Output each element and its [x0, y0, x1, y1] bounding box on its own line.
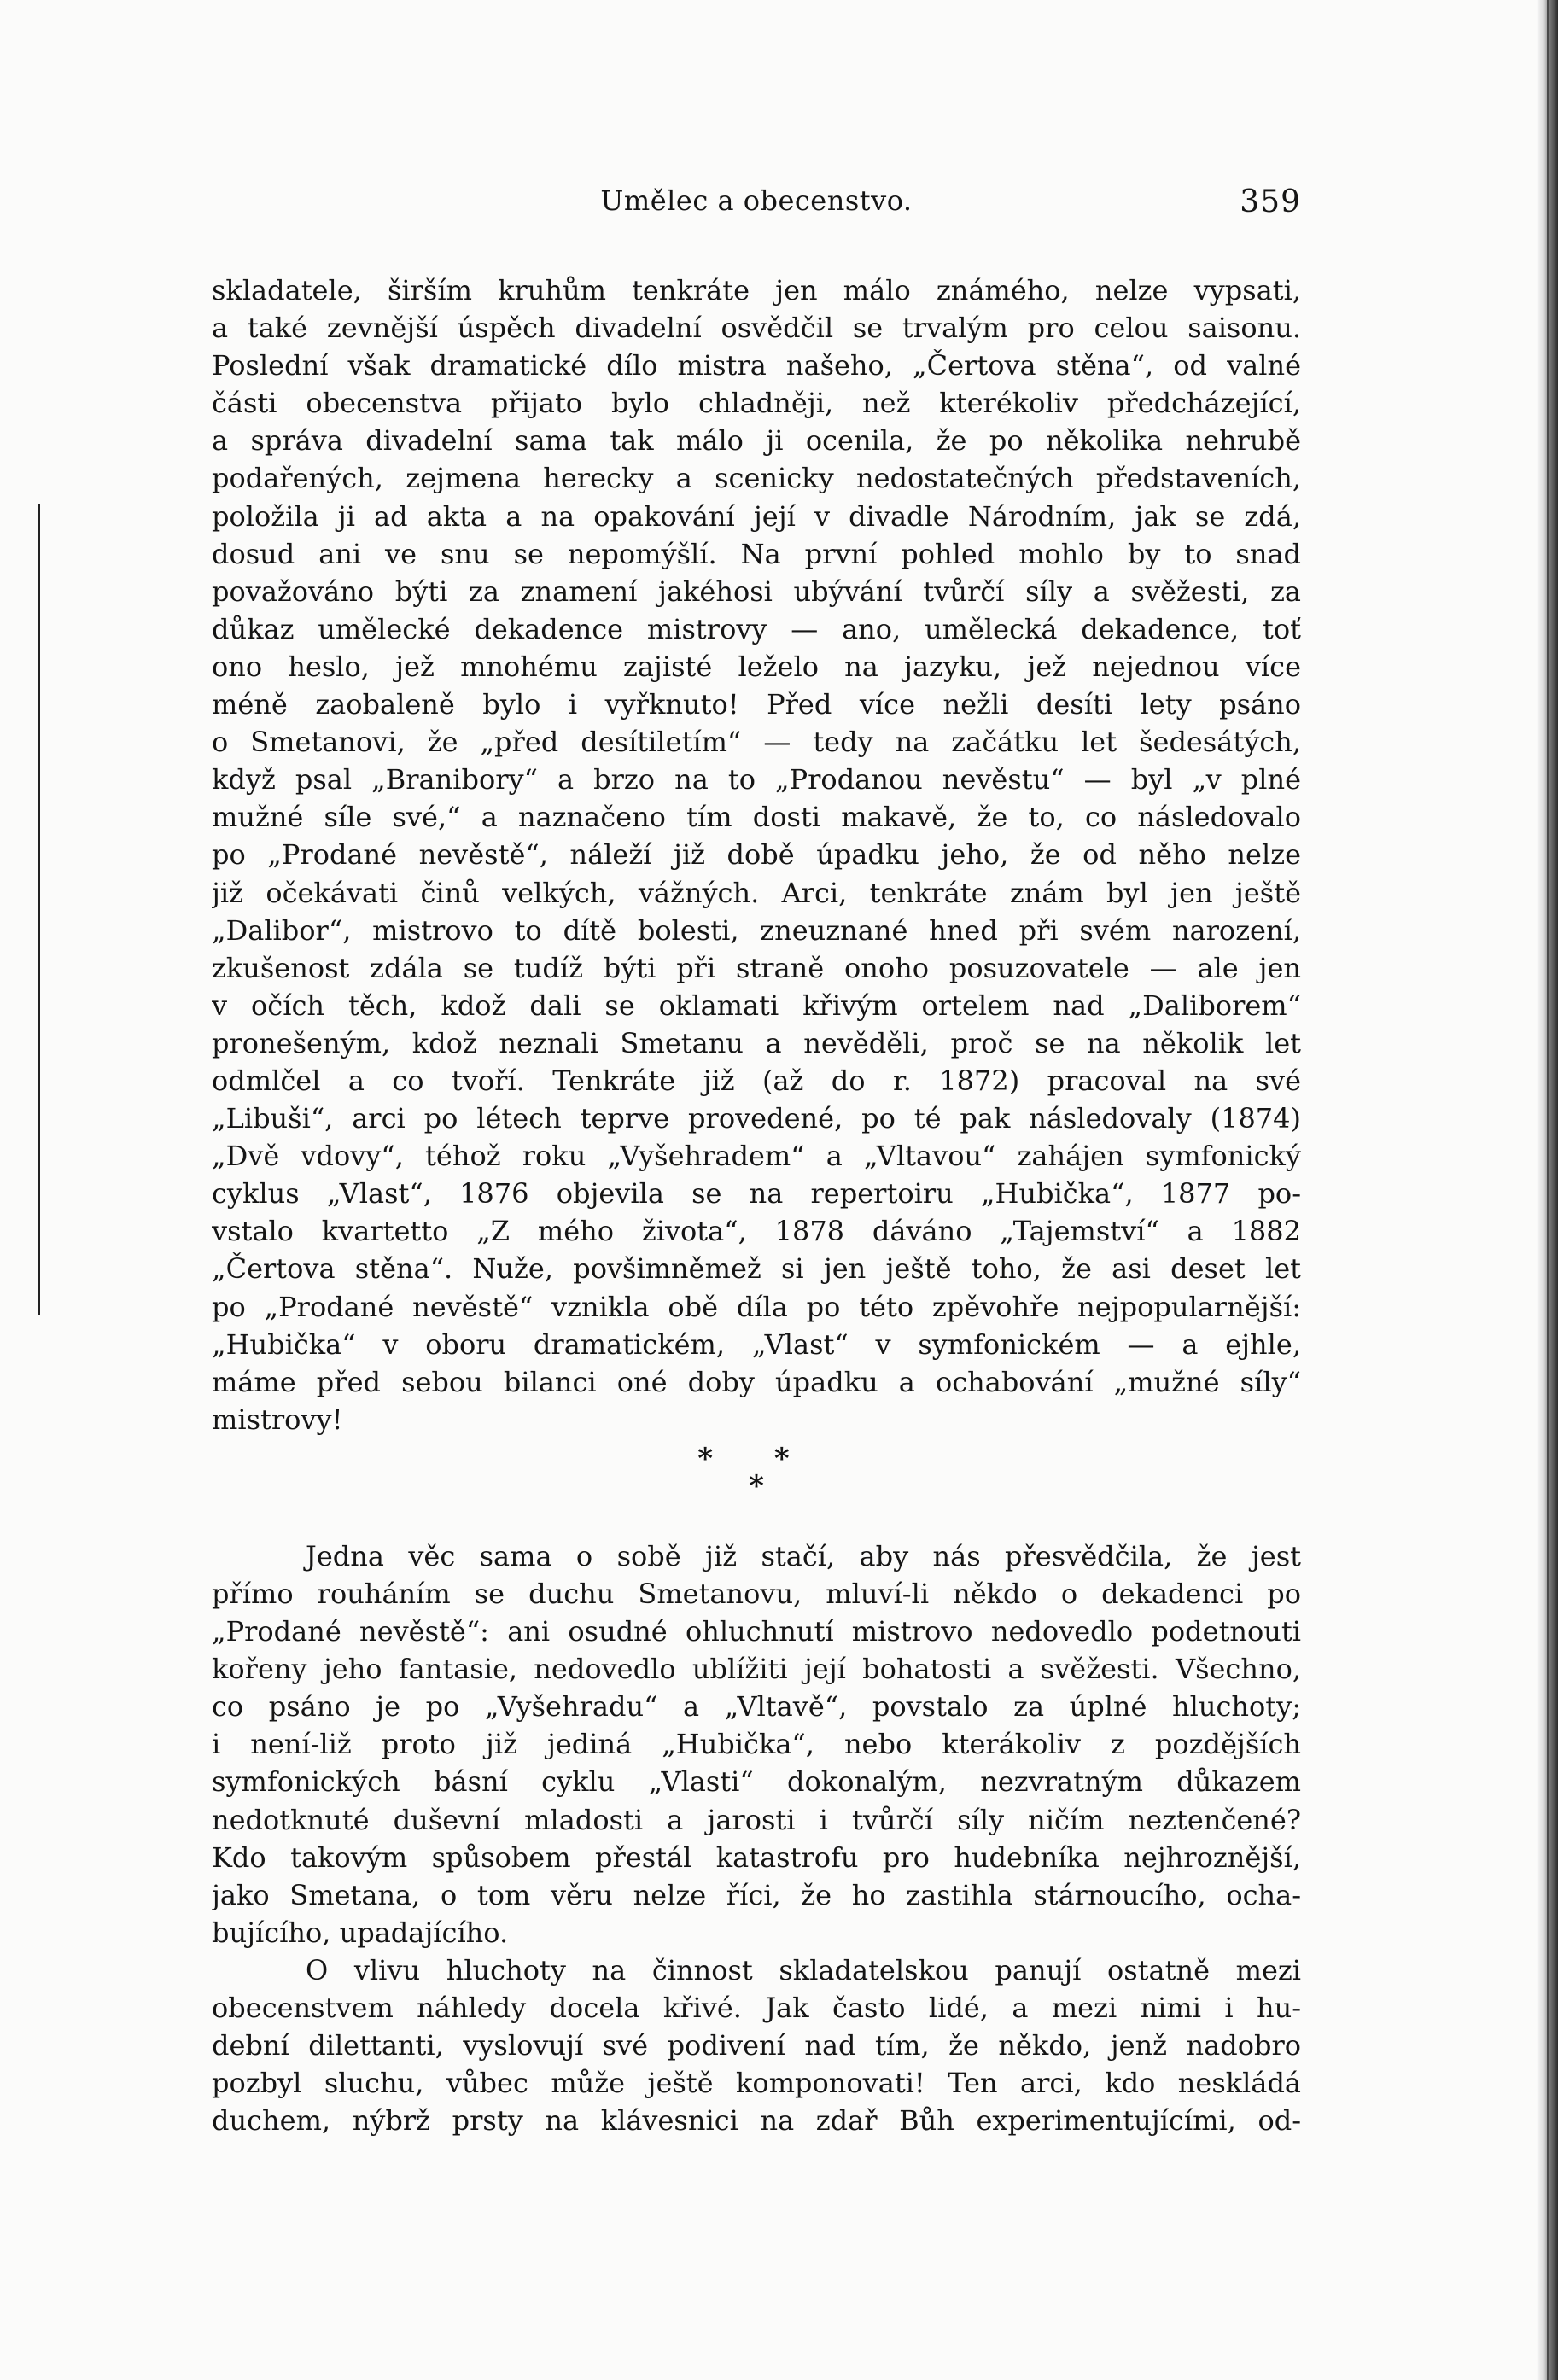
text-line: skladatele, širším kruhům tenkráte jen málo známého, nelze vypsati,: [212, 274, 1301, 306]
text-line: „Libuši“, arci po létech teprve provedené, po té pak následovaly (1874): [212, 1102, 1301, 1135]
text-line: co psáno je po „Vyšehradu“ a „Vltavě“, povstalo za úplné hluchoty;: [212, 1690, 1301, 1724]
text-line: „Dvě vdovy“, téhož roku „Vyšehradem“ a „Vltavou“ zahájen symfonický: [212, 1140, 1301, 1173]
running-title: Umělec a obecenstvo.: [600, 184, 913, 217]
text-line: kořeny jeho fantasie, nedovedlo ublížiti její bohatosti a svěžesti. Všechno,: [212, 1653, 1301, 1686]
text-line: „Čertova stěna“. Nuže, povšimněmež si jen ještě toho, že asi deset let: [212, 1252, 1301, 1286]
text-line: i není-liž proto již jediná „Hubička“, nebo kterákoliv z pozdějších: [212, 1728, 1301, 1761]
text-line: O vlivu hluchoty na činnost skladatelskou panují ostatně mezi: [306, 1953, 1301, 1986]
text-line: méně zaobaleně bylo i vyřknuto! Před více nežli desíti lety psáno: [212, 688, 1301, 721]
text-line: považováno býti za znamení jakéhosi ubývání tvůrčí síly a svěžesti, za: [212, 575, 1301, 608]
text-line: symfonických básní cyklu „Vlasti“ dokonalým, nezvratným důkazem: [212, 1765, 1301, 1799]
scan-edge-right-line: [1547, 0, 1549, 2380]
asterism-top: * *: [697, 1441, 815, 1476]
text-line: „Prodané nevěstě“: ani osudné ohluchnutí mistrovo nedovedlo podetnouti: [212, 1615, 1301, 1648]
text-line: Poslední však dramatické dílo mistra našeho, „Čertova stěna“, od valné: [212, 349, 1301, 382]
text-line: pozbyl sluchu, vůbec může ještě komponovati! Ten arci, kdo neskládá: [212, 2067, 1301, 2100]
text-line: zkušenost zdála se tudíž býti při straně onoho posuzovatele — ale jen: [212, 951, 1301, 984]
text-line: mužné síle své,“ a naznačeno tím dosti makavě, že to, co následovalo: [212, 801, 1301, 834]
text-line: přímo rouháním se duchu Smetanovu, mluví-li někdo o dekadenci po: [212, 1578, 1301, 1610]
text-line: „Hubička“ v oboru dramatickém, „Vlast“ v symfonickém — a ejhle,: [212, 1327, 1301, 1361]
text-line: ono heslo, jež mnohému zajisté leželo na jazyku, jež nejednou více: [212, 650, 1301, 683]
text-line: důkaz umělecké dekadence mistrovy — ano, umělecká dekadence, toť: [212, 612, 1301, 645]
running-head: [212, 184, 1301, 232]
text-line: podařených, zejmena herecky a scenicky nedostatečných představeních,: [212, 462, 1301, 495]
text-line: po „Prodané nevěstě“ vznikla obě díla po této zpěvohře nejpopularnější:: [212, 1290, 1301, 1323]
text-line: obecenstvem náhledy docela křivé. Jak často lidé, a mezi nimi i hu-: [212, 1992, 1301, 2025]
text-line: již očekávati činů velkých, vážných. Arci, tenkráte znám byl jen ještě: [212, 876, 1301, 909]
paragraph-2: [212, 1537, 1301, 1951]
text-line: dosud ani ve snu se nepomýšlí. Na první pohled mohlo by to snad: [212, 537, 1301, 570]
section-break-asterism: [212, 1438, 1301, 1537]
text-line: v očích těch, kdož dali se oklamati křivým ortelem nad „Daliborem“: [212, 989, 1301, 1022]
text-line: Kdo takovým spůsobem přestál katastrofu pro hudebníka nejhroznější,: [212, 1840, 1301, 1874]
text-line: „Dalibor“, mistrovo to dítě bolesti, zneuznané hned při svém narození,: [212, 913, 1301, 947]
paragraph-1: [212, 271, 1301, 1438]
text-line: Jedna věc sama o sobě již stačí, aby nás přesvědčila, že jest: [306, 1539, 1301, 1572]
text-line: cyklus „Vlast“, 1876 objevila se na repertoiru „Hubička“, 1877 po-: [212, 1177, 1301, 1210]
text-line: o Smetanovi, že „před desítiletím“ — tedy na začátku let šedesátých,: [212, 726, 1301, 759]
text-line: mistrovy!: [212, 1403, 343, 1436]
text-line: bujícího, upadajícího.: [212, 1916, 509, 1949]
text-block: [212, 271, 1301, 2139]
text-line: dební dilettanti, vyslovují své podivení nad tím, že někdo, jenž nadobro: [212, 2029, 1301, 2062]
asterism-bottom: *: [749, 1468, 764, 1503]
paragraph-3: [212, 1951, 1301, 2139]
text-line: nedotknuté duševní mladosti a jarosti i tvůrčí síly ničím neztenčené?: [212, 1803, 1301, 1836]
text-line: položila ji ad akta a na opakování její v divadle Národním, jak se zdá,: [212, 499, 1301, 533]
page-number: 359: [1240, 184, 1301, 219]
scan-edge-left: [38, 504, 40, 1315]
text-line: vstalo kvartetto „Z mého života“, 1878 dáváno „Tajemství“ a 1882: [212, 1215, 1301, 1248]
text-line: když psal „Branibory“ a brzo na to „Prodanou nevěstu“ — byl „v plné: [212, 763, 1301, 796]
text-line: jako Smetana, o tom věru nelze říci, že ho zastihla stárnoucího, ocha-: [212, 1878, 1301, 1911]
text-line: a také zevnější úspěch divadelní osvědčil se trvalým pro celou saisonu.: [212, 312, 1301, 345]
text-line: duchem, nýbrž prsty na klávesnici na zdař Bůh experimentujícími, od-: [212, 2104, 1301, 2138]
text-line: po „Prodané nevěstě“, náleží již době úpadku jeho, že od něho nelze: [212, 838, 1301, 872]
text-line: odmlčel a co tvoří. Tenkráte již (až do r. 1872) pracoval na své: [212, 1064, 1301, 1097]
text-line: máme před sebou bilanci oné doby úpadku a ochabování „mužné síly“: [212, 1365, 1301, 1398]
text-line: pronešeným, kdož neznali Smetanu a nevěděli, proč se na několik let: [212, 1026, 1301, 1059]
text-line: a správa divadelní sama tak málo ji ocenila, že po několika nehrubě: [212, 424, 1301, 458]
text-line: části obecenstva přijato bylo chladněji, než kterékoliv předcházející,: [212, 387, 1301, 420]
